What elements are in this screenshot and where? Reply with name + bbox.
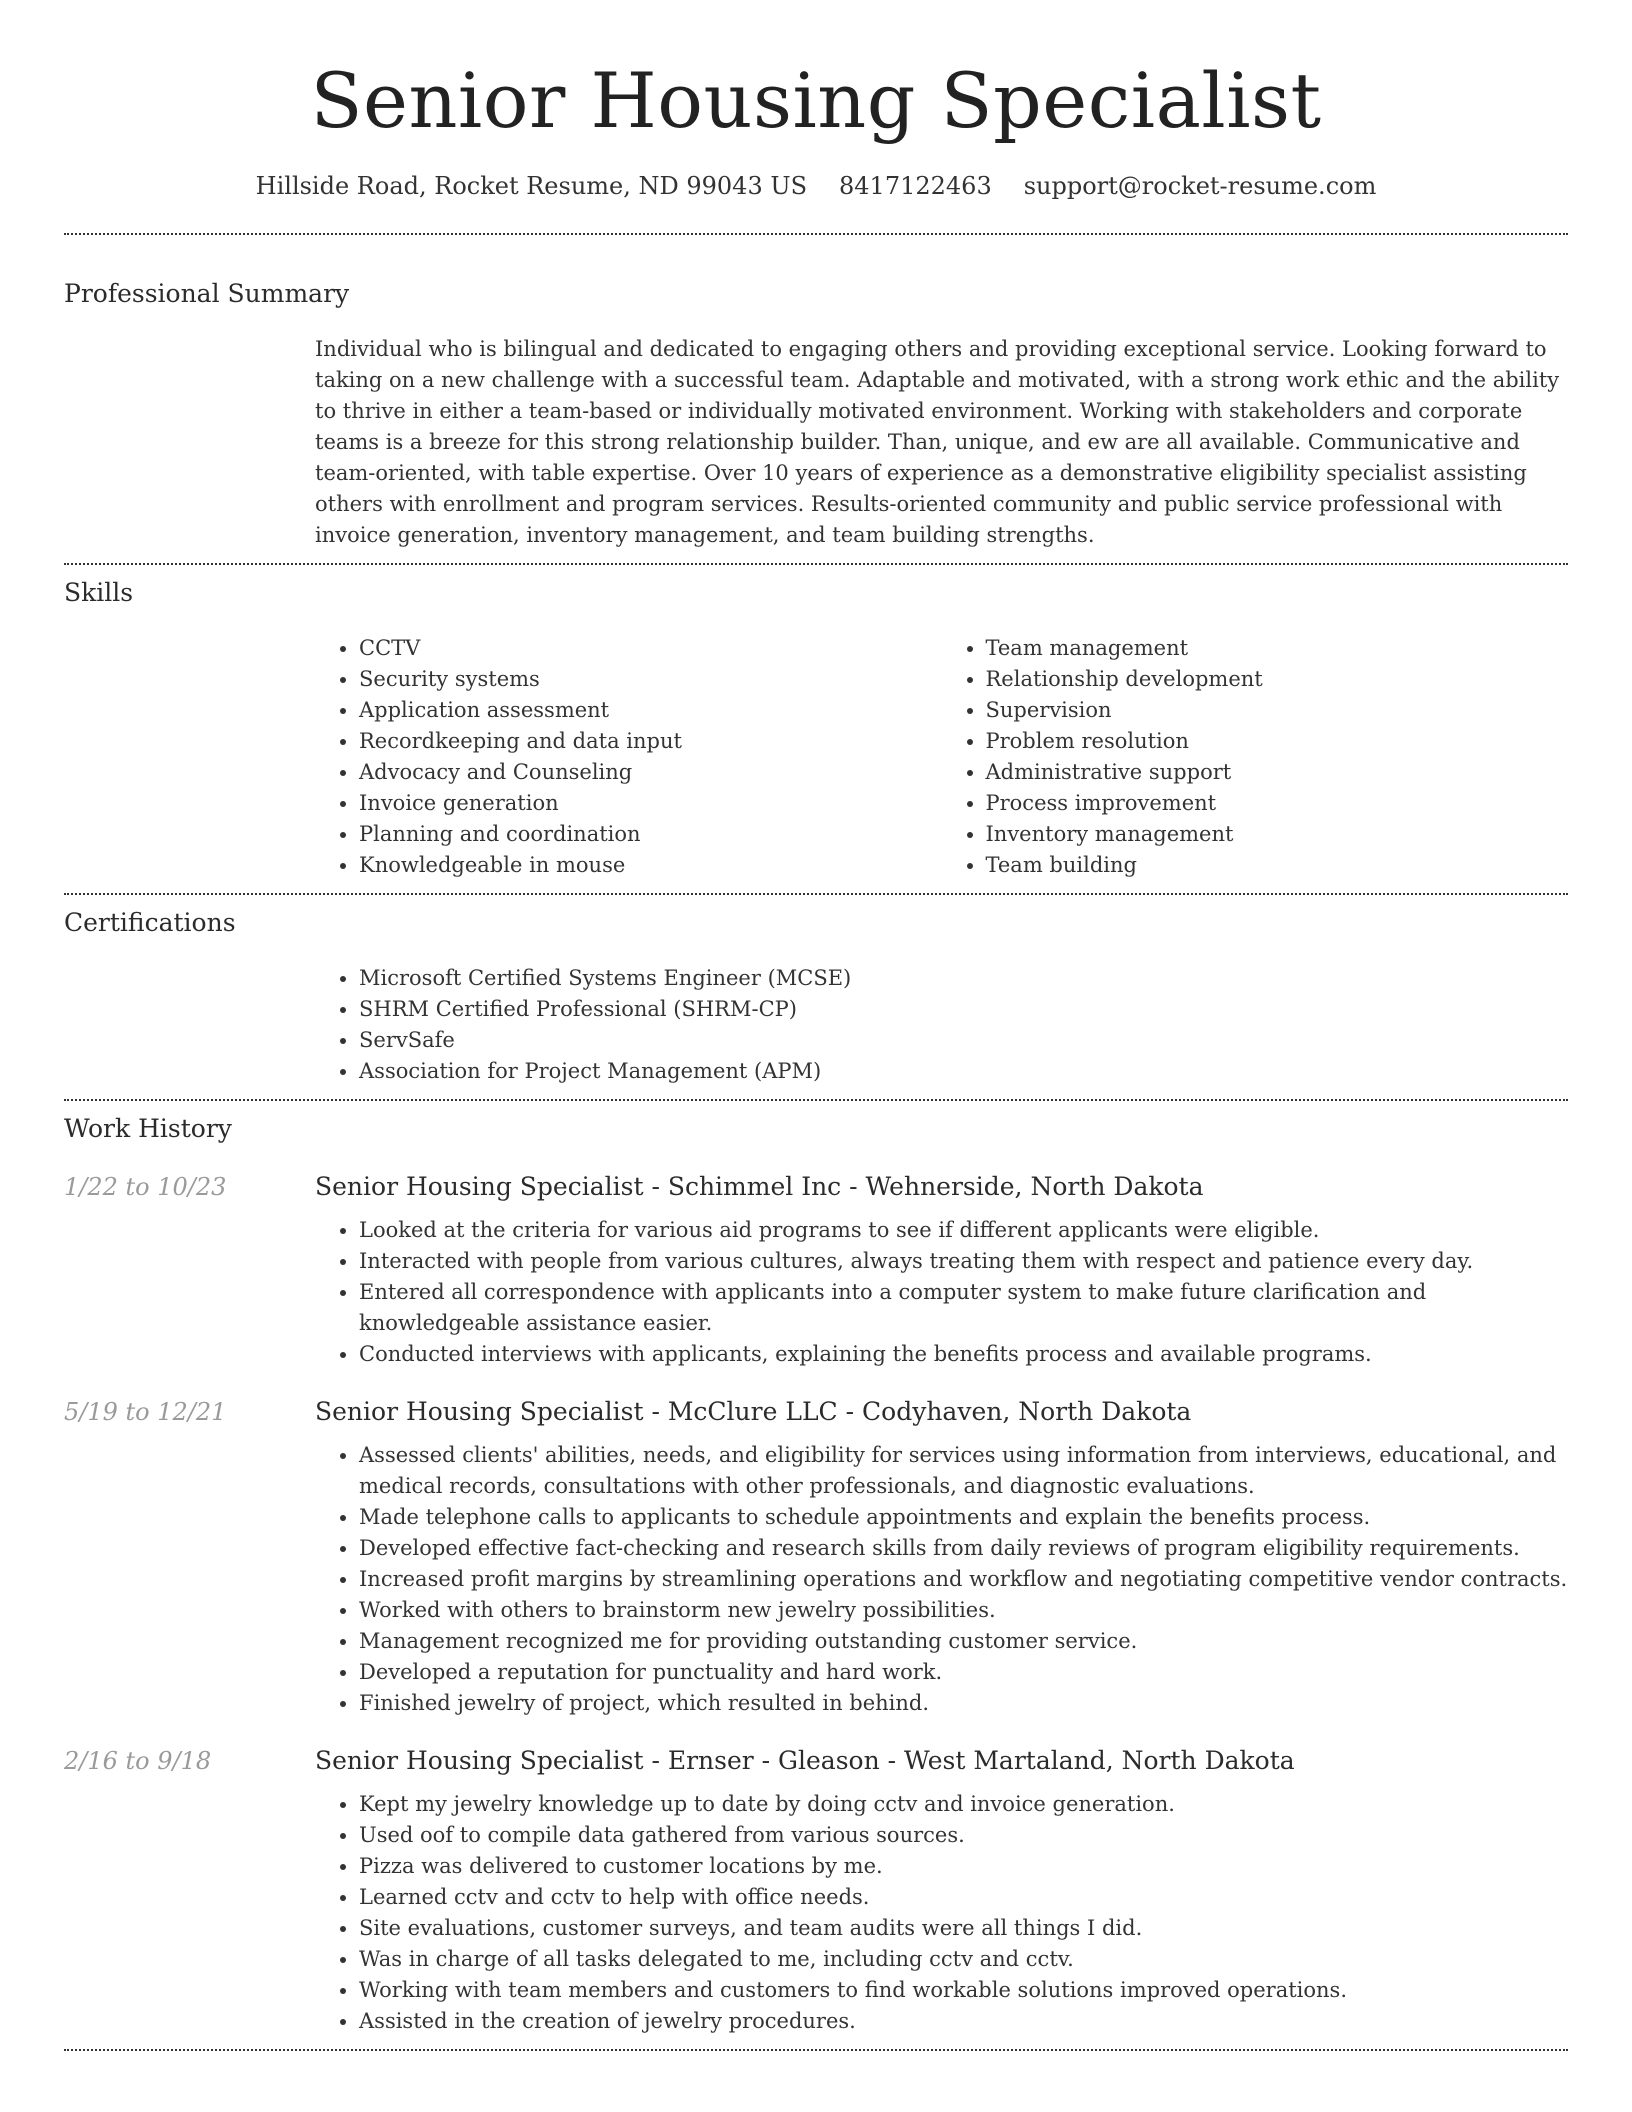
skills-heading: Skills	[64, 578, 134, 607]
job-bullet: • Finished jewelry of project, which resulted in behind.	[359, 1688, 1568, 1719]
job-bullet: • Developed effective fact-checking and research skills from daily reviews of program eligibility requirements.	[359, 1533, 1568, 1564]
job-bullet: • Looked at the criteria for various aid programs to see if different applicants were eligible.	[359, 1215, 1568, 1246]
job-dates: 5/19 to 12/21	[64, 1398, 227, 1426]
summary-heading: Professional Summary	[64, 279, 350, 308]
job-bullet-list	[315, 1440, 1568, 1719]
contact-address: Hillside Road, Rocket Resume, ND 99043 US	[255, 172, 808, 200]
skill-item: • Administrative support	[986, 757, 1569, 788]
resume-page	[64, 0, 1568, 2051]
certifications-heading: Certifications	[64, 908, 236, 937]
job-header	[64, 1171, 1568, 1203]
contact-email[interactable]: support@rocket-resume.com	[1023, 172, 1377, 200]
job-bullet: • Made telephone calls to applicants to schedule appointments and explain the benefits process.	[359, 1502, 1568, 1533]
work-history-heading: Work History	[64, 1114, 232, 1143]
summary-section	[64, 278, 1568, 551]
work-history-section	[64, 1113, 1568, 2037]
job-bullet: • Kept my jewelry knowledge up to date by doing cctv and invoice generation.	[359, 1789, 1568, 1820]
job-bullet-list	[315, 1215, 1568, 1370]
resume-name: Senior Housing Specialist	[310, 56, 1322, 145]
section-divider	[64, 1099, 1568, 1101]
summary-text: Individual who is bilingual and dedicated to engaging others and providing exceptional service. Looking forward to taking on a new challenge with a successful team. Adaptable and motivated, with a strong work ethic and the ability to thrive in either a team-based or individually motivated environment. Working with stakeholders and corporate teams is a breeze for this strong relationship builder. Than, unique, and ew are all available. Communicative and team-oriented, with table expertise. Over 10 years of experience as a demonstrative eligibility specialist assisting others with enrollment and program services. Results-oriented community and public service professional with invoice generation, inventory management, and team building strengths.	[315, 337, 1560, 547]
skill-item: • Advocacy and Counseling	[359, 757, 942, 788]
summary-body	[315, 334, 1568, 551]
job-title: Senior Housing Specialist - Ernser - Gleason - West Martaland, North Dakota	[315, 1746, 1295, 1775]
certification-item: • ServSafe	[359, 1025, 1568, 1056]
skill-item: • Team management	[986, 633, 1569, 664]
job-bullets	[315, 1215, 1568, 1370]
certifications-section	[64, 907, 1568, 1087]
job-bullet: • Assisted in the creation of jewelry procedures.	[359, 2006, 1568, 2037]
skill-item: • Knowledgeable in mouse	[359, 850, 942, 881]
job-bullet: • Developed a reputation for punctuality and hard work.	[359, 1657, 1568, 1688]
skills-column-right	[942, 633, 1569, 881]
job-bullet: • Assessed clients' abilities, needs, and eligibility for services using information from interviews, educational, and medical records, consultations with other professionals, and diagnostic evaluations.	[359, 1440, 1568, 1502]
skill-item: • Planning and coordination	[359, 819, 942, 850]
skill-item: • Process improvement	[986, 788, 1569, 819]
job-bullet: • Increased profit margins by streamlining operations and workflow and negotiating competitive vendor contracts.	[359, 1564, 1568, 1595]
job-bullet: • Learned cctv and cctv to help with office needs.	[359, 1882, 1568, 1913]
job-bullets	[315, 1789, 1568, 2037]
section-divider	[64, 563, 1568, 565]
job-dates: 1/22 to 10/23	[64, 1173, 227, 1201]
certifications-ul	[315, 963, 1568, 1087]
skill-item: • Recordkeeping and data input	[359, 726, 942, 757]
job-bullet: • Conducted interviews with applicants, explaining the benefits process and available programs.	[359, 1339, 1568, 1370]
skill-item: • Inventory management	[986, 819, 1569, 850]
job-bullet: • Entered all correspondence with applicants into a computer system to make future clarification and knowledgeable assistance easier.	[359, 1277, 1568, 1339]
skill-item: • Relationship development	[986, 664, 1569, 695]
section-divider	[64, 2049, 1568, 2051]
contact-phone: 8417122463	[839, 172, 992, 200]
job-entry	[64, 1745, 1568, 2037]
skill-item: • Team building	[986, 850, 1569, 881]
job-bullet: • Worked with others to brainstorm new jewelry possibilities.	[359, 1595, 1568, 1626]
job-bullet: • Working with team members and customers to find workable solutions improved operations.	[359, 1975, 1568, 2006]
job-title: Senior Housing Specialist - McClure LLC - Codyhaven, North Dakota	[315, 1397, 1192, 1426]
skill-item: • Supervision	[986, 695, 1569, 726]
job-header	[64, 1745, 1568, 1777]
job-bullet: • Pizza was delivered to customer locations by me.	[359, 1851, 1568, 1882]
skill-item: • Invoice generation	[359, 788, 942, 819]
skill-item: • Application assessment	[359, 695, 942, 726]
skill-item: • CCTV	[359, 633, 942, 664]
certification-item: • Microsoft Certified Systems Engineer (MCSE)	[359, 963, 1568, 994]
job-bullet: • Was in charge of all tasks delegated to me, including cctv and cctv.	[359, 1944, 1568, 1975]
certification-item: • SHRM Certified Professional (SHRM-CP)	[359, 994, 1568, 1025]
job-dates: 2/16 to 9/18	[64, 1747, 212, 1775]
job-bullet: • Management recognized me for providing outstanding customer service.	[359, 1626, 1568, 1657]
job-entry	[64, 1171, 1568, 1370]
job-bullet: • Interacted with people from various cultures, always treating them with respect and patience every day.	[359, 1246, 1568, 1277]
section-divider	[64, 233, 1568, 235]
skills-column-left	[315, 633, 942, 881]
section-divider	[64, 893, 1568, 895]
skill-item: • Security systems	[359, 664, 942, 695]
job-bullet: • Used oof to compile data gathered from various sources.	[359, 1820, 1568, 1851]
contact-line	[64, 170, 1568, 202]
job-bullet: • Site evaluations, customer surveys, and team audits were all things I did.	[359, 1913, 1568, 1944]
job-entry	[64, 1396, 1568, 1719]
certification-item: • Association for Project Management (APM)	[359, 1056, 1568, 1087]
job-header	[64, 1396, 1568, 1428]
certifications-list	[315, 963, 1568, 1087]
skill-item: • Problem resolution	[986, 726, 1569, 757]
job-bullets	[315, 1440, 1568, 1719]
skills-list	[315, 633, 1568, 881]
job-bullet-list	[315, 1789, 1568, 2037]
skills-section	[64, 577, 1568, 881]
job-title: Senior Housing Specialist - Schimmel Inc - Wehnerside, North Dakota	[315, 1172, 1204, 1201]
